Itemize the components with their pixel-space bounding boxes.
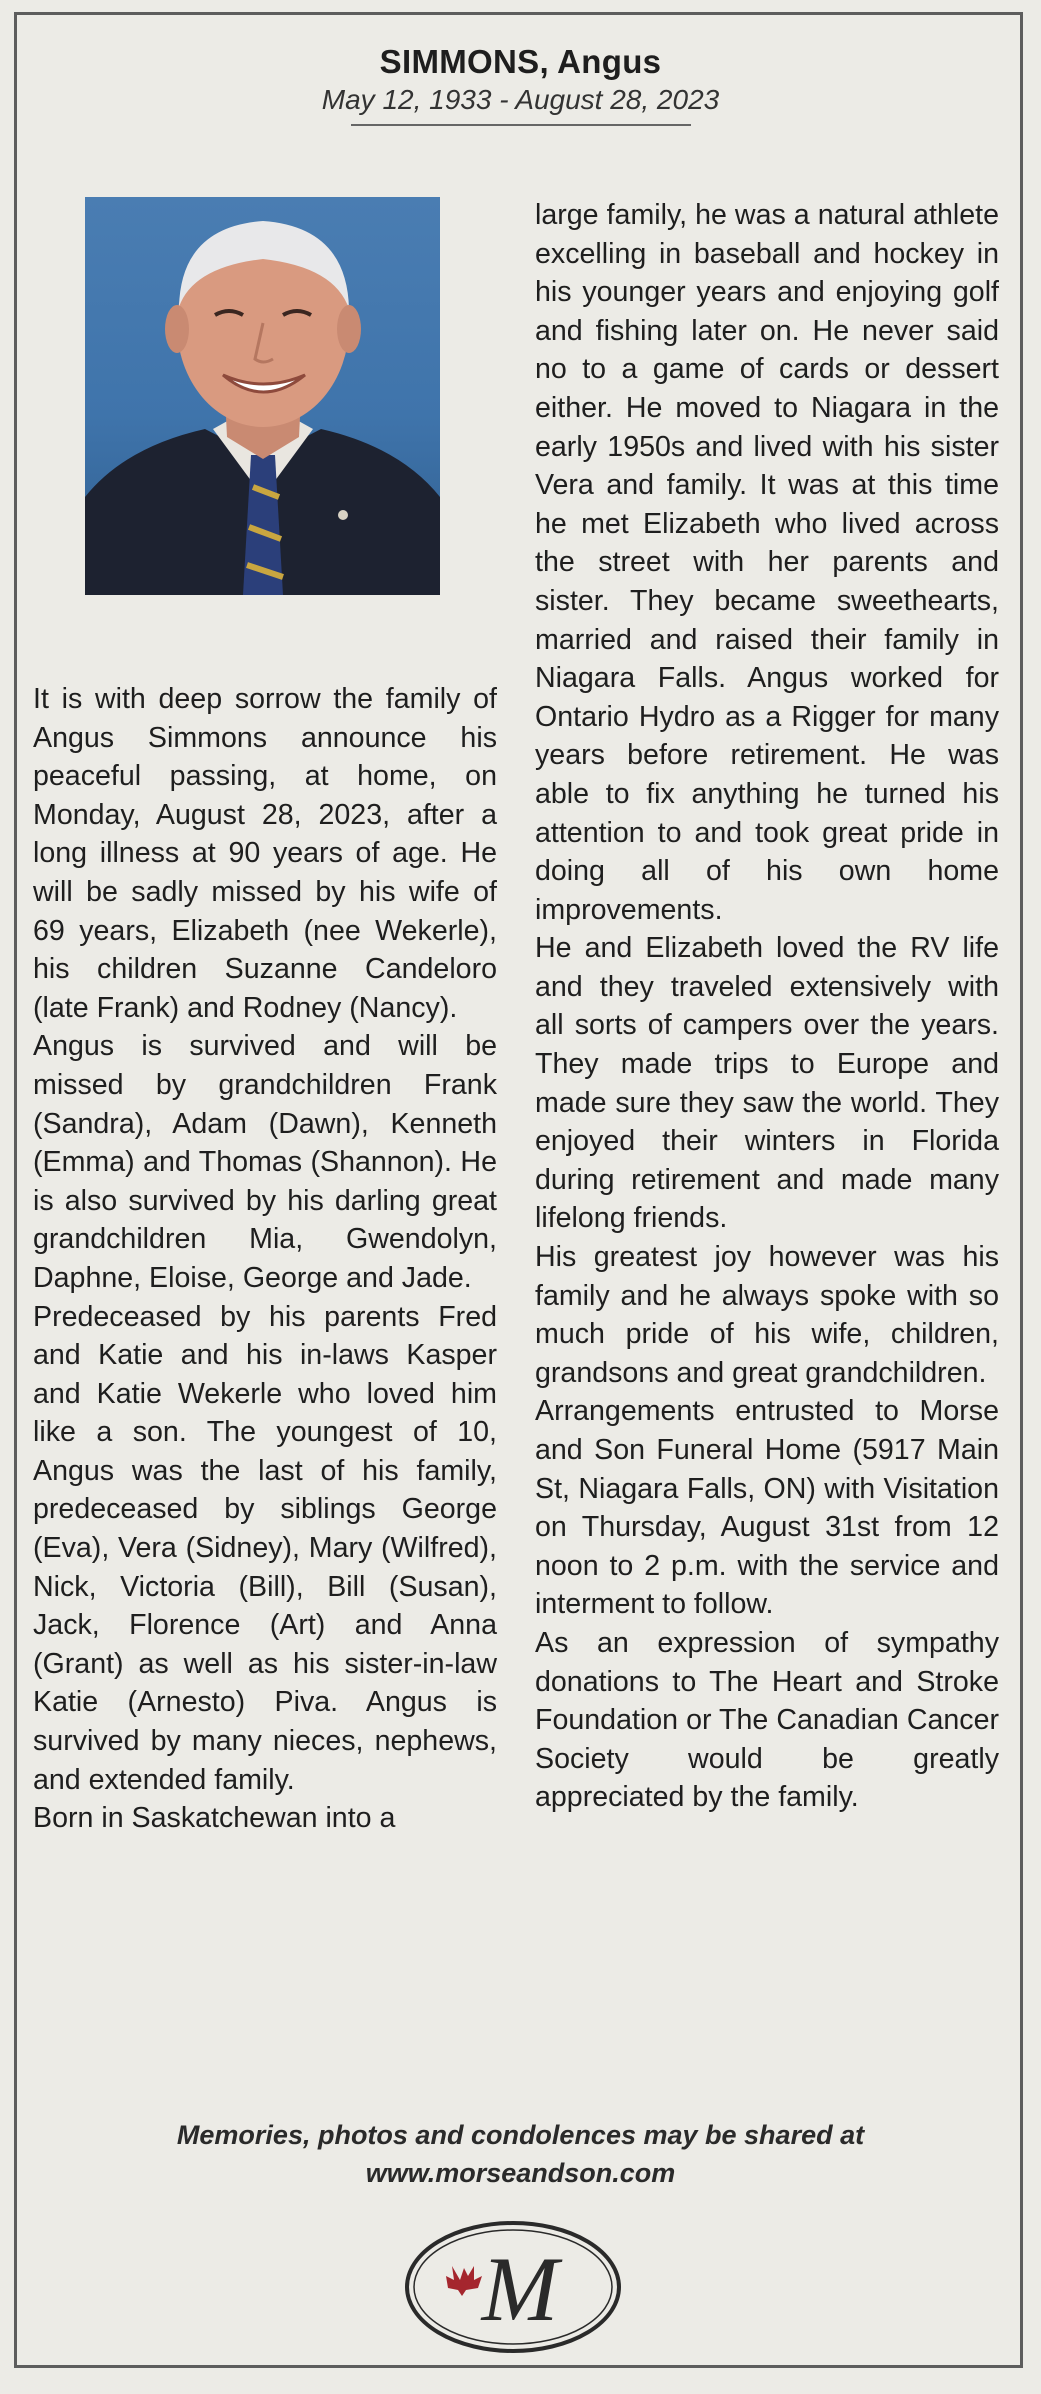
life-dates: May 12, 1933 - August 28, 2023 bbox=[321, 84, 720, 115]
paragraph-travel: He and Elizabeth loved the RV life and they traveled extensively with all sorts of campers over the years. They made trips to Europe and made sure they saw the world. They enjoyed their winters in Florida during retirement and made many lifelong friends. bbox=[535, 932, 999, 1235]
portrait-photo bbox=[85, 197, 440, 595]
paragraph-donations: As an expression of sympathy donations to The Heart and Stroke Foundation or The Canadian Cancer Society would be greatly appreciated by the family. bbox=[535, 1626, 999, 1814]
condolences-note bbox=[0, 2116, 1041, 2192]
funeral-home-website-link[interactable]: www.morseandson.com bbox=[365, 2158, 676, 2188]
paragraph-grandchildren: Angus is survived and will be missed by grandchildren Frank (Sandra), Adam (Dawn), Kenneth (Emma) and Thomas (Shannon). He is also survived by his darling great grandchildren Mia, Gwendolyn, Daphne, Eloise, George and Jade. bbox=[33, 1030, 497, 1294]
header-divider bbox=[351, 124, 691, 126]
paragraph-arrangements: Arrangements entrusted to Morse and Son Funeral Home (5917 Main St, Niagara Falls, ON) with Visitation on Thursday, August 31st from 12 noon to 2 p.m. with the service and interment to follow. bbox=[535, 1395, 999, 1621]
logo-letter: M bbox=[481, 2238, 559, 2340]
paragraph-predeceased: Predeceased by his parents Fred and Katie and his in-laws Kasper and Katie Wekerle who loved him like a son. The youngest of 10, Angus was the last of his family, predeceased by siblings George (Eva), Vera (Sidney), Mary (Wilfred), Nick, Victoria (Bill), Bill (Susan), Jack, Florence (Art) and Anna (Grant) as well as his sister-in-law Katie (Arnesto) Piva. Angus is survived by many nieces, nephews, and extended family. bbox=[33, 1300, 497, 1796]
obituary-column-right bbox=[535, 196, 999, 1817]
obituary-header bbox=[0, 42, 1041, 126]
paragraph-life: large family, he was a natural athlete excelling in baseball and hockey in his younger years and enjoying golf and fishing later on. He never said no to a game of cards or dessert either. He moved to Niagara in the early 1950s and lived with his sister Vera and family. It was at this time he met Elizabeth who lived across the street with her parents and sister. They became sweethearts, married and raised their family in Niagara Falls. Angus worked for Ontario Hydro as a Rigger for many years before retirement. He was able to fix anything he turned his attention to and took great pride in doing all of his own home improvements. bbox=[535, 199, 999, 926]
deceased-name: SIMMONS, Angus bbox=[379, 43, 662, 80]
paragraph-announcement: It is with deep sorrow the family of Angus Simmons announce his peaceful passing, at home, on Monday, August 28, 2023, after a long illness at 90 years of age. He will be sadly missed by his wife of 69 years, Elizabeth (nee Wekerle), his children Suzanne Candeloro (late Frank) and Rodney (Nancy). bbox=[33, 683, 497, 1024]
paragraph-family-joy: His greatest joy however was his family and he always spoke with so much pride of his wife, children, grandsons and great grandchildren. bbox=[535, 1241, 999, 1389]
condolences-text: Memories, photos and condolences may be shared at bbox=[176, 2120, 865, 2150]
funeral-home-logo bbox=[402, 2218, 624, 2356]
maple-leaf-icon bbox=[446, 2266, 482, 2296]
paragraph-born: Born in Saskatchewan into a bbox=[33, 1802, 396, 1835]
obituary-column-left bbox=[33, 680, 497, 1838]
